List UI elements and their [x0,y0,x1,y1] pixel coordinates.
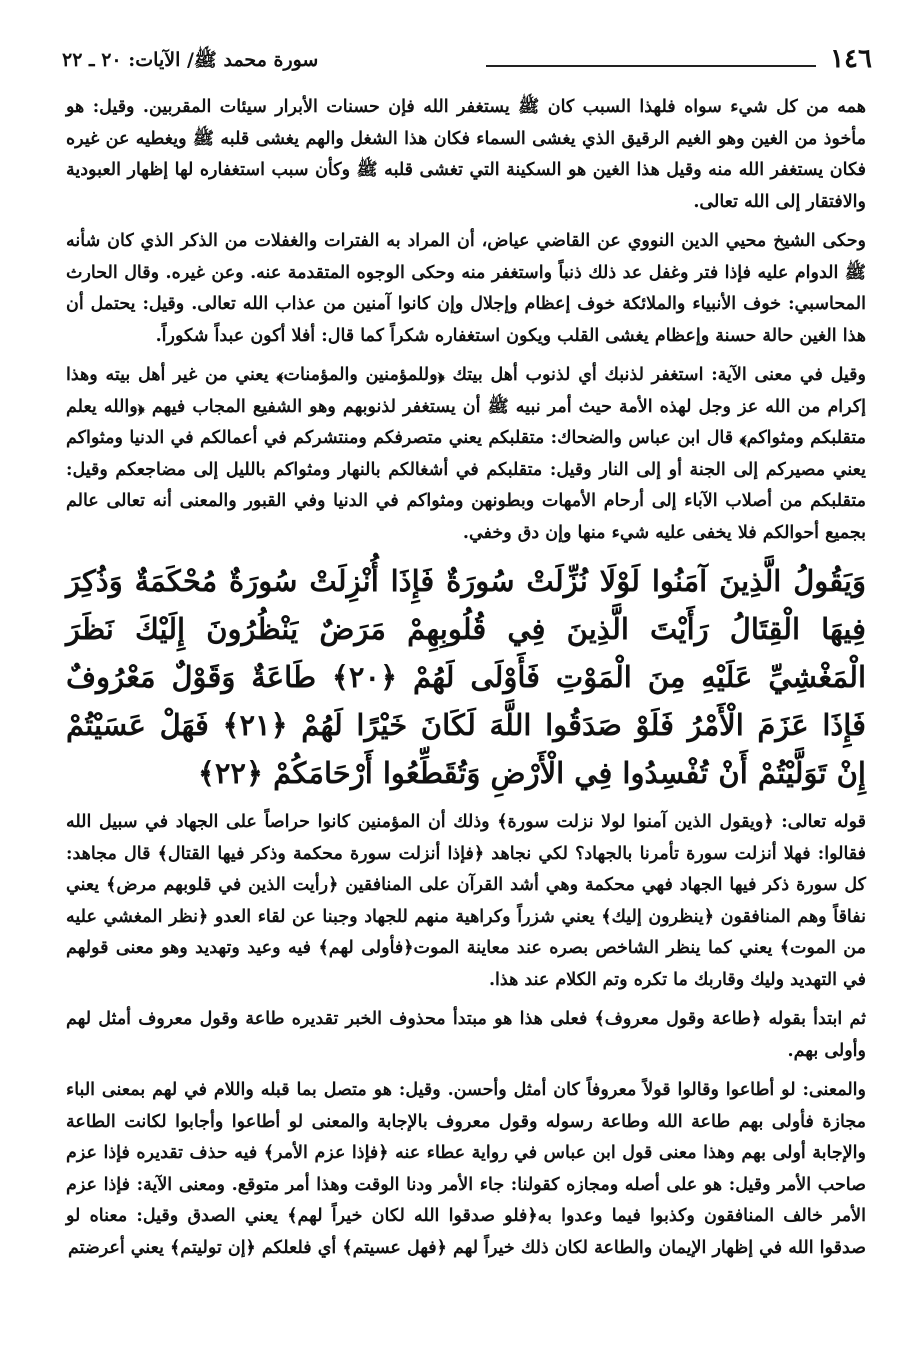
paragraph-4 [66,807,866,996]
paragraph-1 [66,92,866,218]
paragraph-text: وقيل في معنى الآية: استغفر لذنبك أي لذنوب أهل بيتك ﴿وللمؤمنين والمؤمنات﴾ يعني من غير أهل بيته وهذا إكرام من الله عز وجل لهذه الأمة حيث أمر نبيه ﷺ أن يستغفر لذنوبهم وهو الشفيع المجاب فيهم ﴿والله يعلم متقلبكم ومثواكم﴾ قال ابن عباس والضحاك: متقلبكم يعني متصرفكم ومنتشركم في أعمالكم في الدنيا ومثواكم يعني مصيركم إلى الجنة أو إلى النار وقيل: متقلبكم في أشغالكم بالنهار ومثواكم بالليل إلى مضاجعكم وقيل: متقلبكم من أصلاب الآباء إلى أرحام الأمهات وبطونهن ومثواكم في الدنيا وفي القبور والمعنى أنه تعالى عالم بجميع أحوالكم فلا يخفى عليه شيء منها وإن دق وخفي. [66,365,866,543]
paragraph-text: همه من كل شيء سواه فلهذا السبب كان ﷺ يستغفر الله فإن حسنات الأبرار سيئات المقربين. وقيل: هو مأخوذ من الغين وهو الغيم الرقيق الذي يغشى السماء فكان هذا الشغل والهم يغشى قلبه ﷺ ويغطيه عن غيره فكان يستغفر الله منه وقيل هذا الغين هو السكينة التي تغشى قلبه ﷺ وكأن سبب استغفاره لها إظهار العبودية والافتقار إلى الله تعالى. [66,97,866,212]
body-text [66,92,866,1272]
page-number: ١٤٦ [830,44,872,74]
paragraph-6 [66,1075,866,1264]
paragraph-text: والمعنى: لو أطاعوا وقالوا قولاً معروفاً كان أمثل وأحسن. وقيل: هو متصل بما قبله واللام في لهم بمعنى الباء مجازة فأولى بهم طاعة الله وطاعة رسوله وقول معروف بالإجابة والمعنى لو أطاعوا وأجابوا لكانت الطاعة والإجابة أولى بهم وهذا معنى قول ابن عباس في رواية عطاء عنه ﴿فإذا عزم الأمر﴾ فيه حذف تقديره فإذا عزم صاحب الأمر وقيل: هو على أصله ومجازه كقولنا: جاء الأمر ودنا الوقت وهذا أمر متوقع. ومعنى الآية: فإذا عزم الأمر خالف المنافقون وكذبوا فيما وعدوا به﴿فلو صدقوا الله لكان خيراً لهم﴾ يعني الصدق وقيل: معناه لو صدقوا الله في إظهار الإيمان والطاعة لكان ذلك خيراً لهم ﴿فهل عسيتم﴾ أي فلعلكم ﴿إن توليتم﴾ يعني أعرضتم [66,1080,866,1258]
quran-verse-text: وَيَقُولُ الَّذِينَ آمَنُوا لَوْلَا نُزِّلَتْ سُورَةٌ فَإِذَا أُنْزِلَتْ سُورَةٌ مُحْكَمَةٌ وَذُكِرَ فِيهَا الْقِتَالُ رَأَيْتَ الَّذِينَ فِي قُلُوبِهِمْ مَرَضٌ يَنْظُرُونَ إِلَيْكَ نَظَرَ الْمَغْشِيِّ عَلَيْهِ مِنَ الْمَوْتِ فَأَوْلَى لَهُمْ ﴿٢٠﴾ طَاعَةٌ وَقَوْلٌ مَعْرُوفٌ فَإِذَا عَزَمَ الْأَمْرُ فَلَوْ صَدَقُوا اللَّهَ لَكَانَ خَيْرًا لَهُمْ ﴿٢١﴾ فَهَلْ عَسَيْتُمْ إِنْ تَوَلَّيْتُمْ أَنْ تُفْسِدُوا فِي الْأَرْضِ وَتُقَطِّعُوا أَرْحَامَكُمْ ﴿٢٢﴾ [66,564,867,790]
running-title: سورة محمد ﷺ/ الآيات: ٢٠ ـ ٢٢ [62,49,319,71]
paragraph-5 [66,1004,866,1067]
quran-verse-block [66,557,866,797]
paragraph-text: وحكى الشيخ محيي الدين النووي عن القاضي عياض، أن المراد به الفترات والغفلات من الذكر الذي كان شأنه ﷺ الدوام عليه فإذا فتر وغفل عد ذلك ذنباً واستغفر منه وحكى الوجوه المتقدمة عنه. وعن غيره. وقال الحارث المحاسبي: خوف الأنبياء والملائكة خوف إعظام وإجلال وإن كانوا آمنين من عذاب الله تعالى. وقيل: يحتمل أن هذا الغين حالة حسنة وإعظام يغشى القلب ويكون استغفاره شكراً كما قال: أفلا أكون عبداً شكوراً. [66,231,866,346]
header-rule [486,65,816,67]
paragraph-2 [66,226,866,352]
paragraph-text: ثم ابتدأ بقوله ﴿طاعة وقول معروف﴾ فعلى هذا هو مبتدأ محذوف الخبر تقديره طاعة وقول معروف أمثل لهم وأولى بهم. [66,1009,866,1061]
paragraph-3 [66,360,866,549]
page-header [62,44,872,84]
paragraph-text: قوله تعالى: ﴿ويقول الذين آمنوا لولا نزلت سورة﴾ وذلك أن المؤمنين كانوا حراصاً على الجهاد في سبيل الله فقالوا: فهلا أنزلت سورة تأمرنا بالجهاد؟ لكي نجاهد ﴿فإذا أنزلت سورة محكمة وذكر فيها القتال﴾ قال مجاهد: كل سورة ذكر فيها الجهاد فهي محكمة وهي أشد القرآن على المنافقين ﴿رأيت الذين في قلوبهم مرض﴾ يعني نفاقاً وهم المنافقون ﴿ينظرون إليك﴾ يعني شزراً وكراهية منهم للجهاد وجبنا عن لقاء العدو ﴿نظر المغشي عليه من الموت﴾ يعني كما ينظر الشاخص بصره عند معاينة الموت﴿فأولى لهم﴾ فيه وعيد وتهديد وهو معنى قولهم في التهديد وليك وقاربك ما تكره وتم الكلام عند هذا. [66,812,866,990]
